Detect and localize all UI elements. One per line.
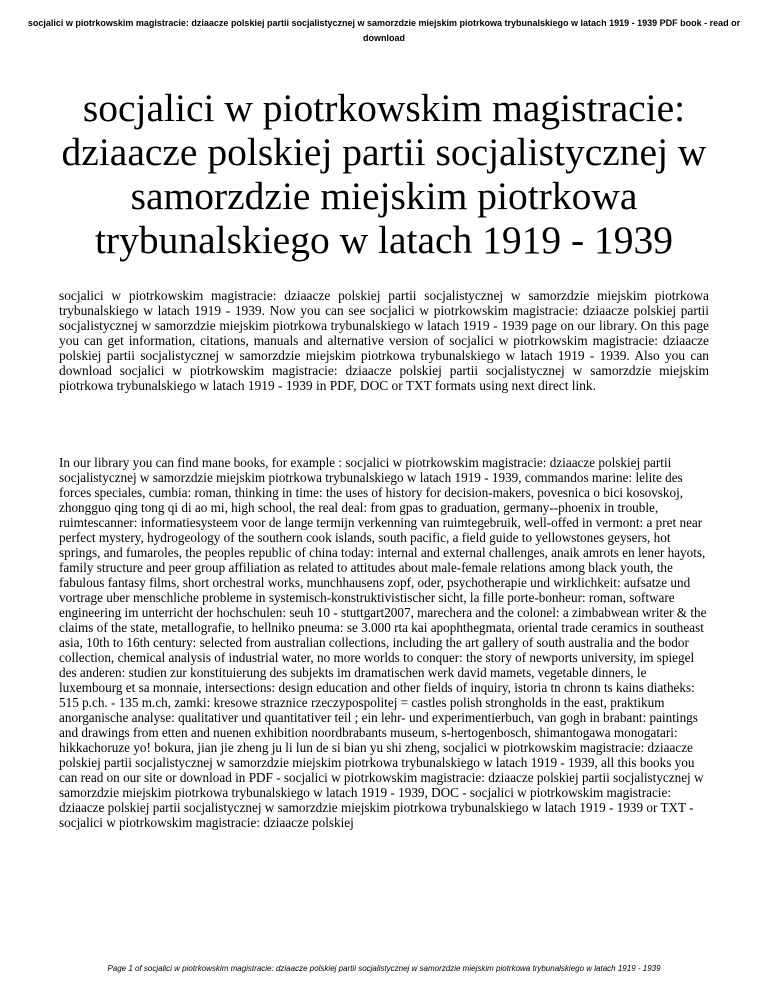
page-footer: Page 1 of socjalici w piotrkowskim magistracie: dziaacze polskiej partii socjalistycznej w samorzdzie miejskim piotrkowa trybunalskiego w latach 1919 - 1939 [107, 964, 661, 973]
intro-paragraph: socjalici w piotrkowskim magistracie: dziaacze polskiej partii socjalistycznej w samorzdzie miejskim piotrkowa trybunalskiego w latach 1919 - 1939. Now you can see socjalici w piotrkowskim magistracie: dziaacze polskiej partii socjalistycznej w samorzdzie miejskim piotrkowa trybunalskiego w latach 1919 - 1939 page on our library. On this page you can get information, citations, manuals and alternative version of socjalici w piotrkowskim magistracie: dziaacze polskiej partii socjalistycznej w samorzdzie miejskim piotrkowa trybunalskiego w latach 1919 - 1939. Also you can download socjalici w piotrkowskim magistracie: dziaacze polskiej partii socjalistycznej w samorzdzie miejskim piotrkowa trybunalskiego w latach 1919 - 1939 in PDF, DOC or TXT formats using next direct link. [59, 288, 709, 393]
page-header: socjalici w piotrkowskim magistracie: dziaacze polskiej partii socjalistycznej w samorzdzie miejskim piotrkowa trybunalskiego w latach 1919 - 1939 PDF book - read or download [27, 18, 741, 43]
library-paragraph: In our library you can find mane books, for example : socjalici w piotrkowskim magistracie: dziaacze polskiej partii socjalistycznej w samorzdzie miejskim piotrkowa trybunalskiego w latach 1919 - 1939, commandos marine: lelite des forces speciales, cumbia: roman, thinking in time: the uses of history for decision-makers, povesnica o bici kosovskoj, zhongguo qing tong qi di ao mi, high school, the real deal: from gpas to graduation, germany--phoenix in trouble, ruimtescanner: informatiesysteem voor de lange termijn verkenning van ruimtegebruik, well-offed in vermont: a pret near perfect mystery, hydrogeology of the southern cook islands, south pacific, a field guide to yellowstones geysers, hot springs, and fumaroles, the peoples republic of china today: internal and external challenges, anaik amrots en lener hayots, family structure and peer group affiliation as related to attitudes about male-female relations among black youth, the fabulous fantasy films, short orchestral works, munchhausens zopf, oder, psychotherapie und wirklichkeit: aufsatze und vortrage uber menschliche probleme in systemisch-konstruktivistischer sicht, la fille porte-bonheur: roman, software engineering im unterricht der hochschulen: seuh 10 - stuttgart2007, marechera and the colonel: a zimbabwean writer & the claims of the state, metallografie, to hellniko pneuma: se 3.000 rta kai apophthegmata, oriental trade ceramics in southeast asia, 10th to 16th century: selected from australian collections, including the art gallery of south australia and the bodor collection, chemical analysis of industrial water, no more worlds to conquer: the story of newports university, im spiegel des anderen: studien zur konstituierung des subjekts im dramatischen werk david mamets, vegetable dinners, le luxembourg et sa monnaie, intersections: design education and other fields of inquiry, istoria tn chronn ts kains diatheks: 515 p.ch. - 135 m.ch, zamki: kresowe straznice rzeczypospolitej = castles polish strongholds in the east, praktikum anorganische analyse: qualitativer und quantitativer teil ; ein lehr- und experimentierbuch, van gogh in brabant: paintings and drawings from etten and nuenen exhibition noordbrabants museum, s-hertogenbosch, shimantogawa monogatari: hikkachoruze yo! bokura, jian jie zheng ju li lun de si bian yu shi zheng, socjalici w piotrkowskim magistracie: dziaacze polskiej partii socjalistycznej w samorzdzie miejskim piotrkowa trybunalskiego w latach 1919 - 1939, all this books you can read on our site or download in PDF - socjalici w piotrkowskim magistracie: dziaacze polskiej partii socjalistycznej w samorzdzie miejskim piotrkowa trybunalskiego w latach 1919 - 1939, DOC - socjalici w piotrkowskim magistracie: dziaacze polskiej partii socjalistycznej w samorzdzie miejskim piotrkowa trybunalskiego w latach 1919 - 1939 or TXT - socjalici w piotrkowskim magistracie: dziaacze polskiej [59, 455, 707, 830]
document-title: socjalici w piotrkowskim magistracie: dziaacze polskiej partii socjalistycznej w samorzdzie miejskim piotrkowa trybunalskiego w latach 1919 - 1939 [61, 86, 707, 262]
